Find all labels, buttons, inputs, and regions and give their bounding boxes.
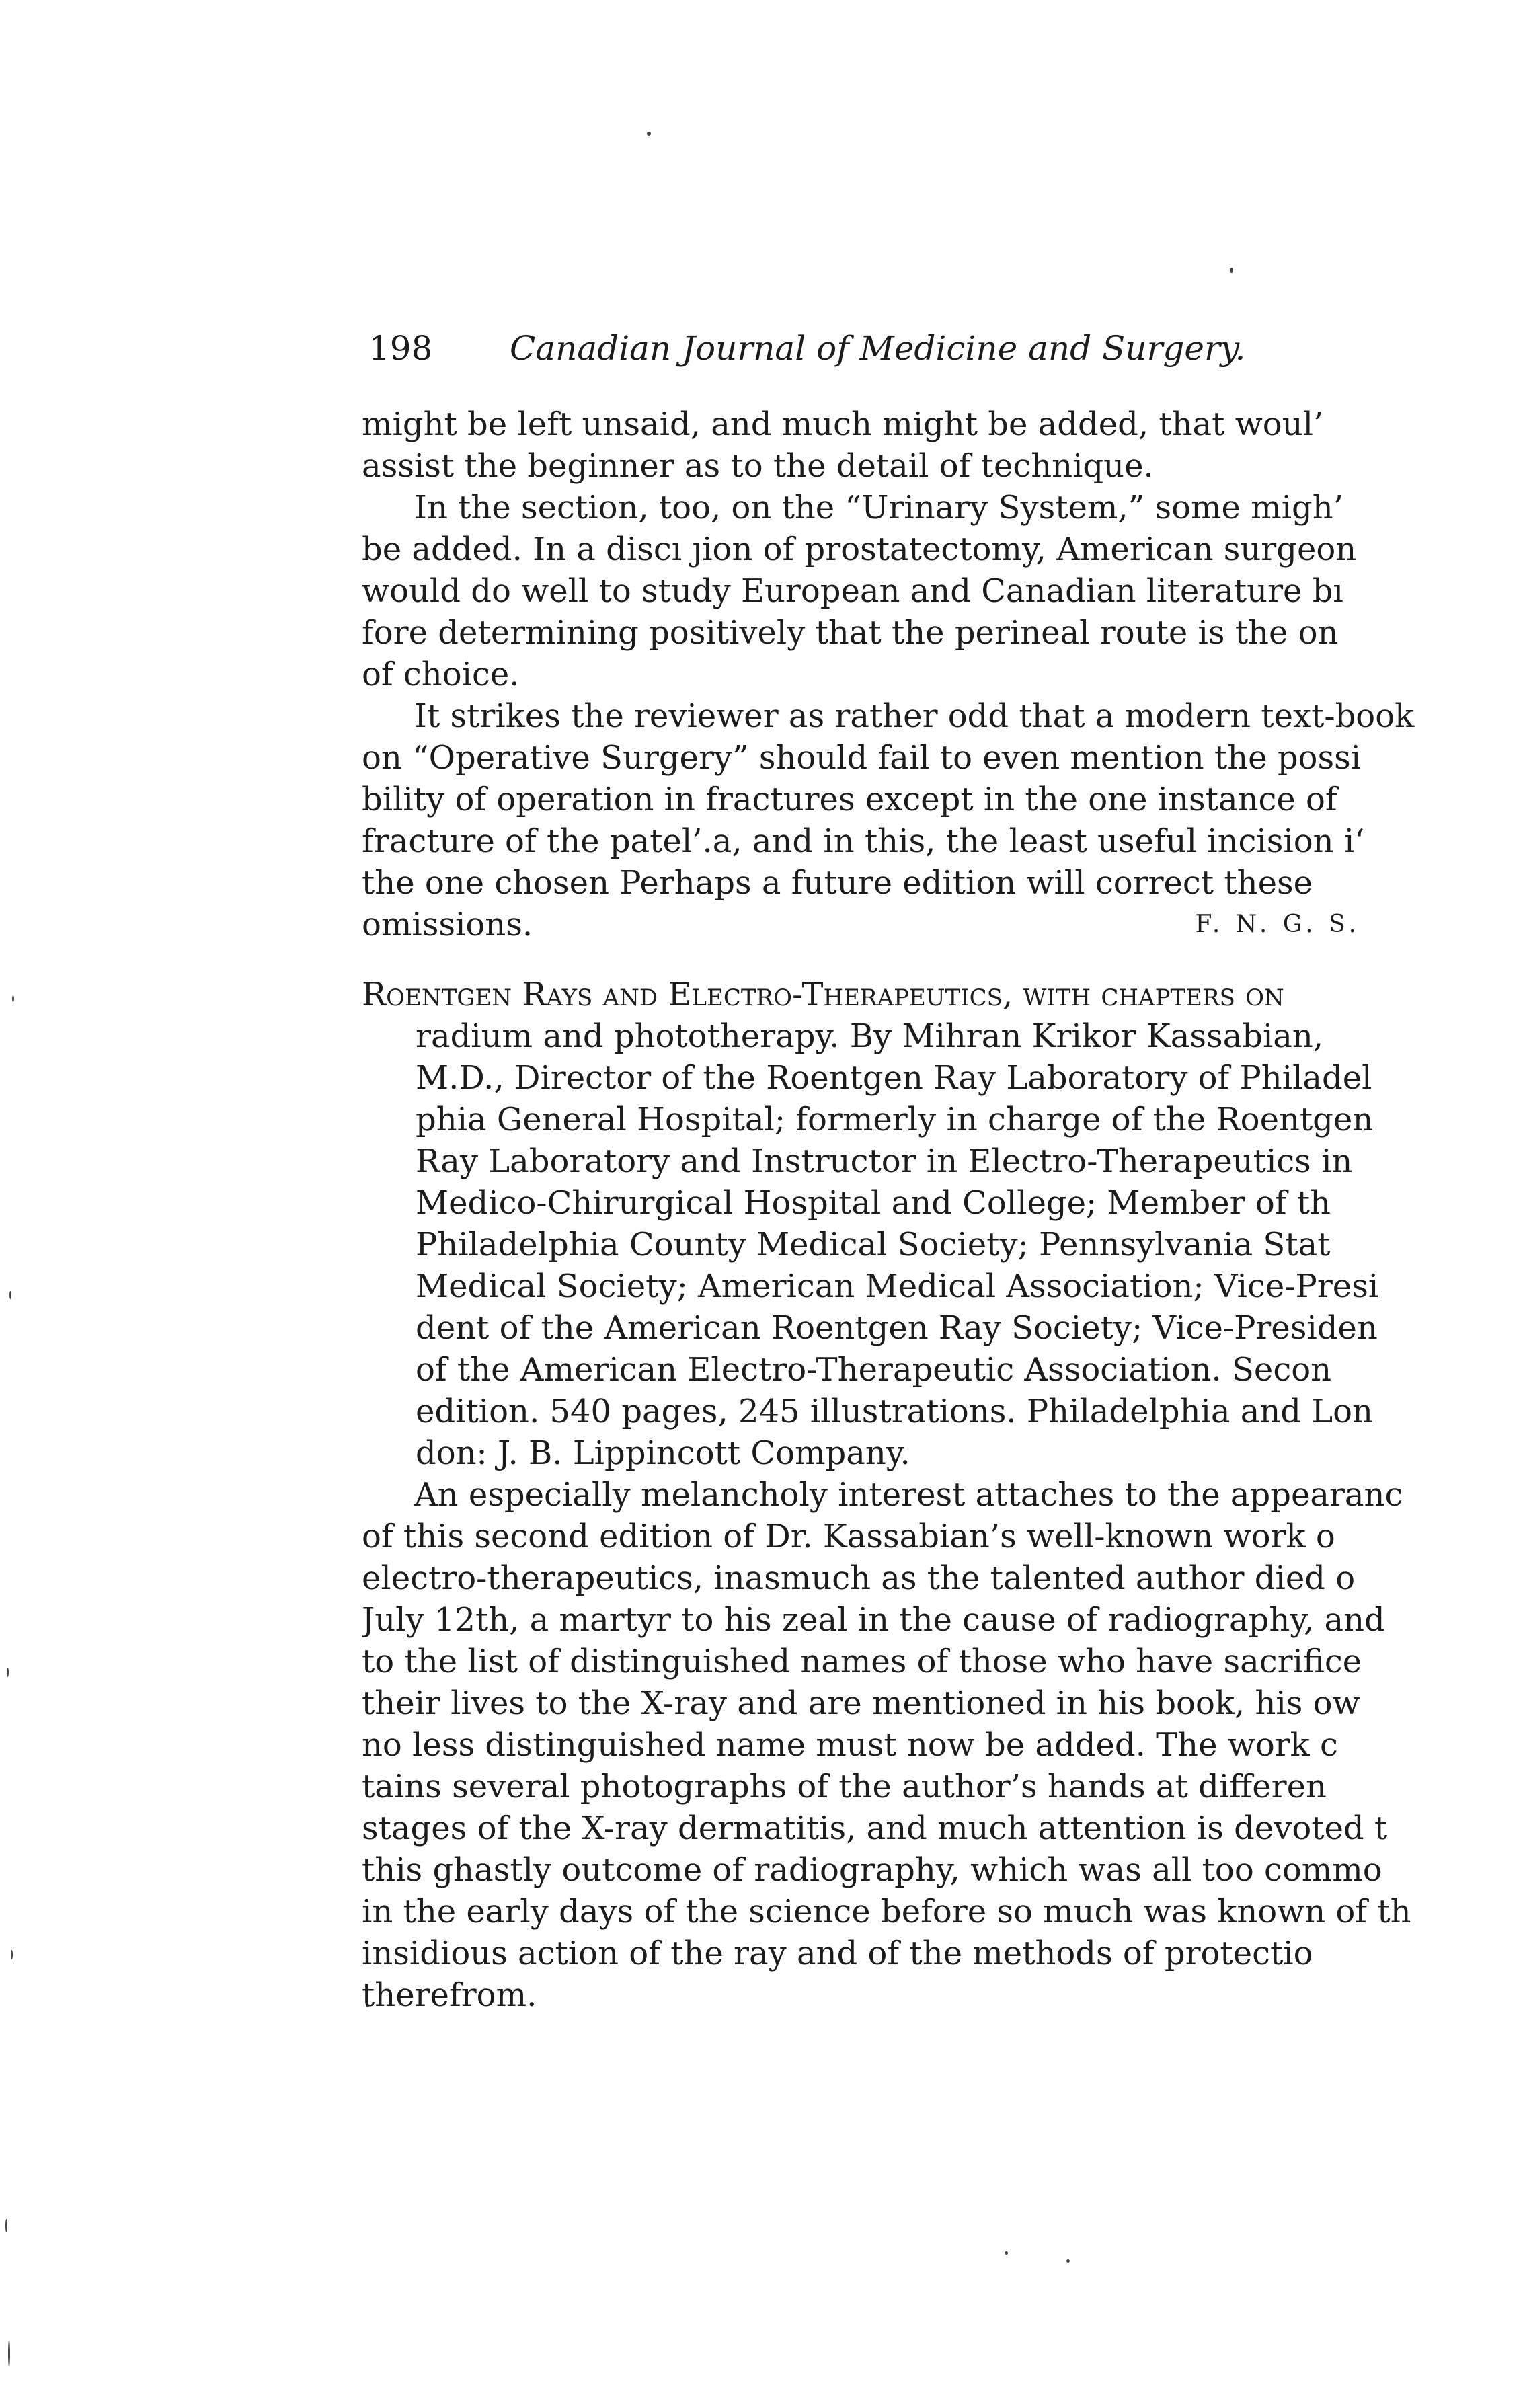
text-line: bility of operation in fractures except in the one instance of — [362, 781, 1337, 818]
text-line: An especially melancholy interest attaches to the appearanc — [414, 1476, 1403, 1514]
text-line: their lives to the X-ray and are mentioned in his book, his ow — [362, 1684, 1360, 1722]
entry-title-line: Philadelphia County Medical Society; Pennsylvania Stat — [416, 1226, 1331, 1264]
text-line: therefrom. — [362, 1976, 537, 2014]
text-line: It strikes the reviewer as rather odd that a modern text-book — [414, 697, 1415, 735]
page-number: 198 — [368, 329, 433, 368]
entry-title-line: dent of the American Roentgen Ray Society; Vice-Presiden — [416, 1309, 1378, 1347]
signature-line — [362, 904, 1421, 945]
entry-title-line: Medico-Chirurgical Hospital and College; Member of th — [416, 1184, 1331, 1222]
entry-title-line: Ray Laboratory and Instructor in Electro-Therapeutics in — [416, 1142, 1353, 1180]
text-line: July 12th, a martyr to his zeal in the cause of radiography, and — [362, 1601, 1385, 1639]
entry-title-line: phia General Hospital; formerly in charge of the Roentgen — [416, 1101, 1374, 1138]
text-line: on “Operative Surgery” should fail to even mention the possi — [362, 739, 1362, 777]
entry-title-line: don: J. B. Lippincott Company. — [416, 1434, 910, 1472]
text-line: the one chosen Perhaps a future edition will correct these — [362, 864, 1313, 902]
text-line: tains several photographs of the author’s hands at differen — [362, 1768, 1327, 1805]
previous-review-continuation — [362, 403, 1421, 945]
text-line: fracture of the patel’.a, and in this, the least useful incision i‘ — [362, 822, 1365, 860]
book-entry — [362, 974, 1421, 1474]
text-line: electro-therapeutics, inasmuch as the talented author died o — [362, 1559, 1356, 1597]
text-line: no less distinguished name must now be added. The work c — [362, 1726, 1338, 1764]
text-line: omissions. — [362, 906, 533, 943]
text-line: insidious action of the ray and of the methods of protectio — [362, 1935, 1313, 1972]
text-line: be added. In a discı ȷion of prostatectomy, American surgeon — [362, 531, 1357, 568]
entry-title-line: of the American Electro-Therapeutic Association. Secon — [416, 1351, 1332, 1389]
entry-title-line: Roentgen Rays and Electro-Therapeutics, with chapters on — [362, 976, 1284, 1013]
running-title: Canadian Journal of Medicine and Surgery. — [510, 329, 1246, 368]
reviewer-initials: F. N. G. S. — [1195, 910, 1360, 938]
text-line: would do well to study European and Canadian literature bı — [362, 572, 1343, 610]
text-line: of choice. — [362, 656, 520, 693]
text-line: In the section, too, on the “Urinary System,” some migh’ — [414, 489, 1343, 527]
page-header — [368, 321, 1283, 375]
text-line: of this second edition of Dr. Kassabian’s well-known work o — [362, 1518, 1335, 1555]
text-line: to the list of distinguished names of those who have sacrifice — [362, 1643, 1362, 1680]
review-body — [362, 1474, 1421, 2016]
entry-title-line: M.D., Director of the Roentgen Ray Laboratory of Philadel — [416, 1059, 1372, 1097]
text-line: stages of the X-ray dermatitis, and much attention is devoted t — [362, 1810, 1388, 1847]
text-line: in the early days of the science before so much was known of th — [362, 1893, 1411, 1931]
entry-title-line: edition. 540 pages, 245 illustrations. Philadelphia and Lon — [416, 1393, 1373, 1430]
entry-title-line: radium and phototherapy. By Mihran Krikor Kassabian, — [416, 1017, 1324, 1055]
text-line: this ghastly outcome of radiography, which was all too commo — [362, 1851, 1382, 1889]
text-line: might be left unsaid, and much might be added, that woul’ — [362, 405, 1324, 443]
text-line: fore determining positively that the perineal route is the on — [362, 614, 1339, 652]
entry-title-line: Medical Society; American Medical Association; Vice-Presi — [416, 1268, 1379, 1305]
text-line: assist the beginner as to the detail of technique. — [362, 447, 1154, 485]
